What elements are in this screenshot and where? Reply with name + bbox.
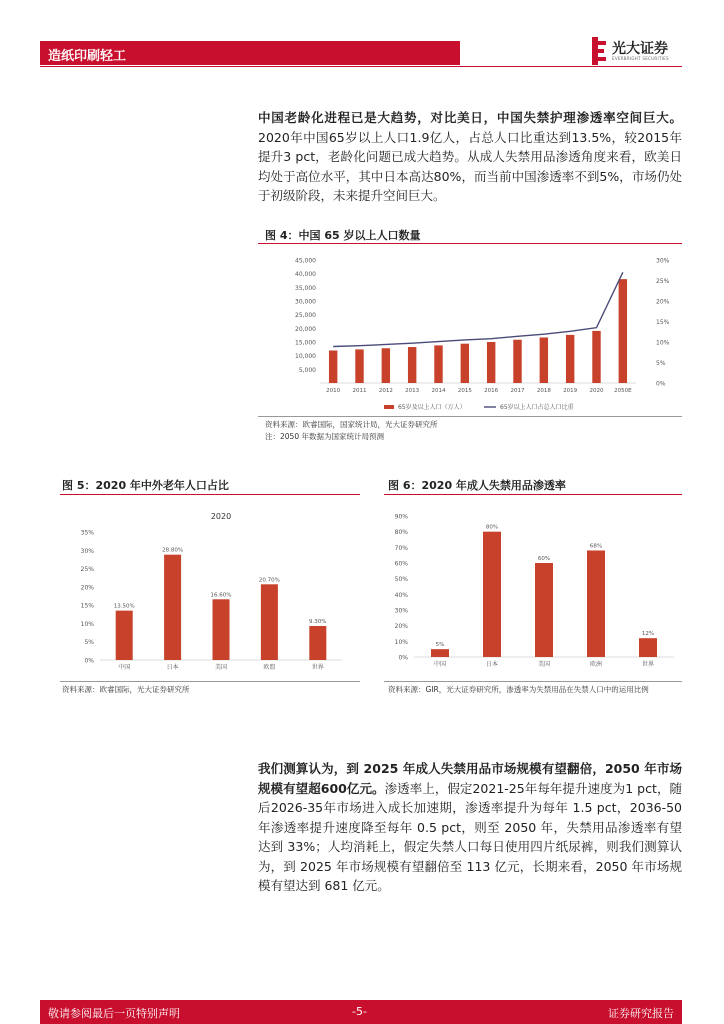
bar	[639, 638, 657, 657]
footer-report-type: 证券研究报告	[608, 1007, 674, 1020]
fig6-source: 资料来源：GIR，光大证券研究所，渗透率为失禁用品在失禁人口中的运用比例	[388, 685, 649, 694]
fig4-note: 注：2050 年数据为国家统计局预测	[265, 432, 384, 441]
elderly-share-chart	[60, 500, 360, 680]
penetration-chart	[384, 500, 682, 680]
fig6-title: 图 6：2020 年成人失禁用品渗透率	[388, 479, 566, 492]
x-tick-label: 2016	[484, 388, 499, 394]
x-tick-label: 2011	[352, 388, 367, 394]
y-tick-label: 40%	[394, 591, 408, 599]
x-tick-label: 日本	[485, 661, 499, 668]
x-tick-label: 2015	[457, 388, 472, 394]
bar	[355, 349, 363, 383]
x-tick-label: 欧盟	[263, 664, 276, 671]
data-label: 20.70%	[258, 577, 280, 584]
y-tick-label: 15%	[80, 602, 94, 610]
y-tick-label: 20%	[394, 623, 408, 631]
x-tick-label: 2013	[405, 388, 420, 394]
y2-tick-label: 20%	[656, 298, 670, 306]
data-label: 80%	[485, 524, 499, 531]
fig5-title: 图 5：2020 年中外老年人口占比	[62, 479, 229, 492]
data-label: 28.80%	[162, 547, 184, 554]
y-tick-label: 25%	[80, 566, 94, 574]
y-tick-label: 90%	[394, 513, 408, 521]
fig6-rule	[384, 494, 682, 495]
data-label: 60%	[537, 556, 551, 562]
y-tick-label: 5,000	[298, 366, 316, 374]
x-tick-label: 2017	[510, 388, 525, 394]
x-tick-label: 欧洲	[589, 661, 603, 668]
y-tick-label: 30,000	[295, 298, 316, 306]
y2-tick-label: 15%	[656, 319, 670, 326]
y-tick-label: 20%	[80, 584, 94, 592]
fig4-bottom-rule	[258, 416, 682, 417]
bar	[587, 550, 605, 657]
bar	[540, 337, 548, 383]
intro-bold: 中国老龄化进程已是大趋势，对比美日，中国失禁护理渗透率空间巨大。	[258, 110, 682, 125]
data-label: 12%	[641, 631, 655, 638]
forecast-paragraph	[258, 759, 682, 896]
population-chart	[258, 248, 688, 416]
bar	[116, 611, 133, 660]
x-tick-label: 2012	[378, 388, 393, 394]
y-tick-label: 30%	[394, 607, 408, 615]
y-tick-label: 35%	[80, 529, 94, 537]
page-number: -5-	[352, 1005, 367, 1018]
bar	[619, 279, 627, 383]
y2-tick-label: 30%	[656, 257, 670, 265]
y-tick-label: 25,000	[295, 312, 316, 320]
bar	[329, 350, 337, 383]
forecast-bold: 我们测算认为，到 2025 年成人失禁用品市场规模有望翻倍，2050 年市场规模有望超600亿元。	[258, 761, 682, 796]
x-tick-label: 2020	[589, 388, 604, 394]
data-label: 16.60%	[210, 592, 232, 599]
y-tick-label: 10,000	[295, 353, 316, 361]
fig5-source: 资料来源：欧睿国际，光大证券研究所	[62, 685, 190, 694]
fig5-bottom-rule	[60, 681, 360, 682]
x-tick-label: 中国	[433, 661, 447, 668]
x-tick-label: 2018	[536, 388, 551, 394]
y-tick-label: 5%	[84, 639, 94, 647]
bar	[164, 555, 181, 660]
y2-tick-label: 10%	[656, 339, 670, 347]
y-tick-label: 40,000	[295, 271, 316, 279]
intro-paragraph	[258, 108, 682, 206]
bar	[487, 342, 495, 383]
bar	[382, 348, 390, 383]
y2-tick-label: 0%	[656, 380, 666, 388]
bar	[592, 331, 600, 383]
bar	[461, 344, 469, 383]
section-title: 造纸印刷轻工	[48, 49, 127, 64]
y2-tick-label: 5%	[656, 360, 666, 367]
bar	[566, 335, 574, 383]
data-label: 68%	[589, 543, 603, 550]
bar	[513, 340, 521, 383]
fig5-rule	[60, 494, 360, 495]
y2-tick-label: 25%	[656, 278, 670, 285]
bar	[261, 584, 278, 660]
bar	[535, 563, 553, 657]
y-tick-label: 80%	[394, 529, 408, 537]
y-tick-label: 30%	[80, 547, 94, 555]
legend-label: 65岁以上人口占总人口比重	[500, 404, 574, 411]
intro-text: 2020年中国65岁以上人口1.9亿人，占总人口比重达到13.5%，较2015年提升3 pct，老龄化问题已成大趋势。从成人失禁用品渗透角度来看，欧美日均处于高位水平，其中日本高达80%，而当前中国渗透率不到5%，市场仍处于初级阶段，未来提升空间巨大。	[258, 129, 682, 203]
series-line	[333, 272, 623, 346]
bar	[408, 347, 416, 383]
logo-text: 光大证券	[612, 41, 668, 57]
x-tick-label: 美国	[537, 661, 551, 668]
y-tick-label: 70%	[394, 544, 408, 552]
y-tick-label: 15,000	[295, 339, 316, 347]
forecast-text: 渗透率上，假定2021-25年每年提升速度为1 pct，随后2026-35年市场进入成长加速期，渗透率提升为每年 1.5 pct，2036-50 年渗透率提升速度降至每年 0.5 pct，则至 2050 年，失禁用品渗透率有望达到 33%；人均消耗上，假定失禁人口每日使用四片纸尿裤，则我们测算认为，到 2025 年市场规模有望翻倍至 113 亿元，长期来看，2050 年市场规模有望达到 681 亿元。	[258, 780, 682, 893]
legend-label: 65岁及以上人口（万人）	[398, 404, 466, 411]
bar	[431, 649, 449, 657]
x-tick-label: 2050E	[614, 388, 632, 394]
x-tick-label: 2019	[563, 388, 578, 394]
x-tick-label: 日本	[166, 664, 179, 671]
fig4-title: 图 4：中国 65 岁以上人口数量	[265, 229, 421, 242]
y-tick-label: 10%	[394, 638, 408, 646]
bar	[213, 599, 230, 660]
logo-subtext: EVERBRIGHT SECURITIES	[612, 56, 669, 61]
data-label: 9.30%	[309, 618, 327, 625]
x-tick-label: 2014	[431, 388, 446, 394]
fig4-source: 资料来源：欧睿国际，国家统计局，光大证券研究所	[265, 420, 438, 429]
y-tick-label: 50%	[394, 576, 408, 584]
bar	[309, 626, 326, 660]
data-label: 5%	[435, 642, 445, 649]
y-tick-label: 0%	[84, 657, 94, 665]
legend-swatch-bar	[384, 405, 394, 409]
y-tick-label: 45,000	[295, 257, 316, 265]
y-tick-label: 10%	[80, 620, 94, 628]
x-tick-label: 世界	[311, 664, 324, 671]
bar	[434, 345, 442, 383]
header-rule	[40, 66, 682, 67]
fig6-bottom-rule	[384, 681, 682, 682]
y-tick-label: 60%	[394, 560, 408, 568]
x-tick-label: 2010	[326, 388, 341, 394]
footer-disclaimer: 敬请参阅最后一页特别声明	[48, 1007, 180, 1020]
y-tick-label: 20,000	[295, 325, 316, 333]
y-tick-label: 0%	[398, 654, 408, 662]
y-tick-label: 35,000	[295, 284, 316, 292]
fig4-rule	[258, 243, 682, 244]
chart-title: 2020	[210, 512, 232, 521]
x-tick-label: 世界	[641, 661, 655, 668]
bar	[483, 532, 501, 657]
x-tick-label: 美国	[214, 664, 228, 671]
data-label: 13.50%	[113, 603, 135, 610]
x-tick-label: 中国	[118, 664, 131, 671]
company-logo	[590, 35, 688, 69]
logo-mark-icon	[590, 37, 608, 65]
